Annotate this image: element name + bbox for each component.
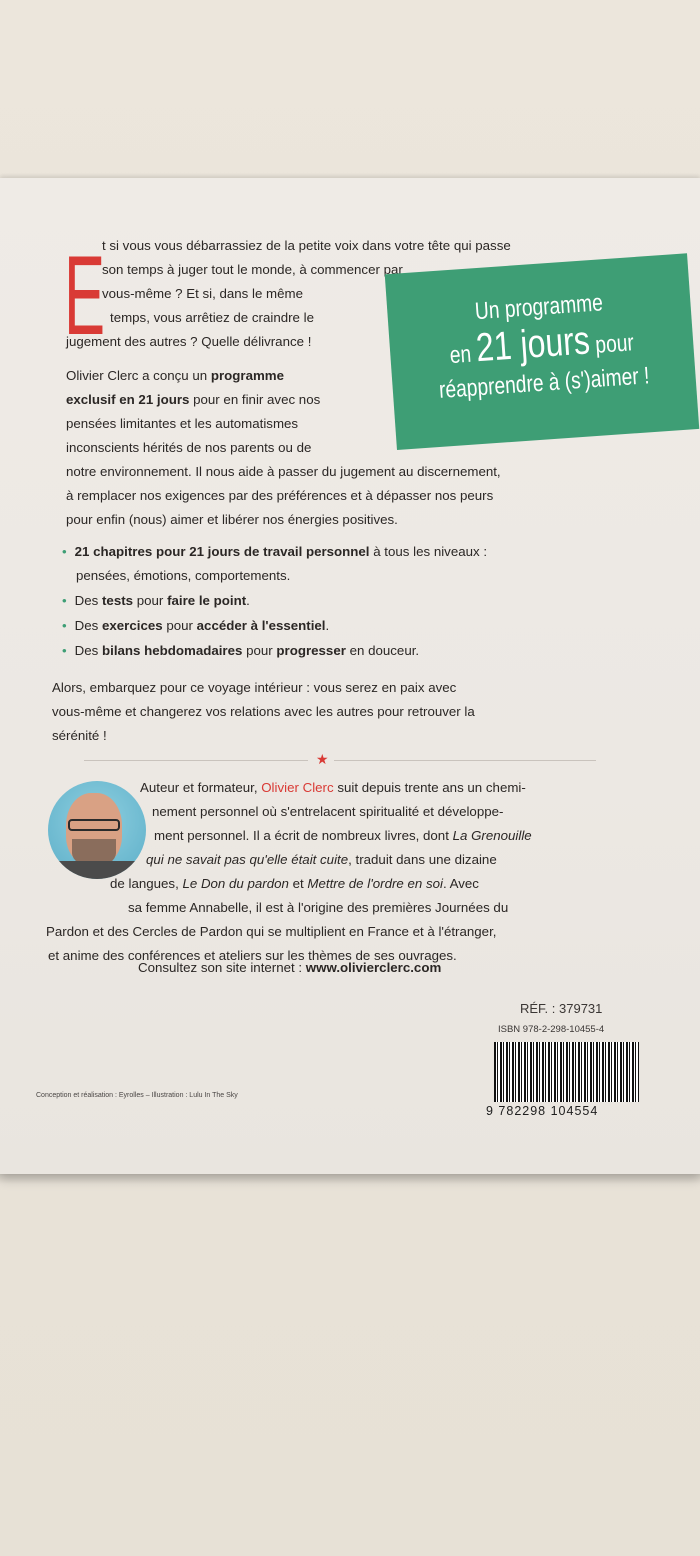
bullet-item-chapters: • 21 chapitres pour 21 jours de travail personnel à tous les niveaux :: [62, 544, 488, 559]
author-photo: [48, 781, 146, 879]
intro-line-5: jugement des autres ? Quelle délivrance !: [66, 334, 312, 349]
intro-line-1: t si vous vous débarrassiez de la petite voix dans votre tête qui passe: [102, 238, 511, 253]
bio-line-7: Pardon et des Cercles de Pardon qui se multiplient en France et à l'étranger,: [46, 924, 497, 939]
bullet-dot-icon: •: [62, 643, 67, 658]
drop-cap-letter: E: [64, 233, 106, 358]
banner-line-3: réapprendre à (s')aimer !: [438, 362, 651, 404]
intro-line-3: vous-même ? Et si, dans le même: [102, 286, 304, 301]
website-line: Consultez son site internet : www.olivierclerc.com: [138, 960, 442, 975]
bio-line-4: qui ne savait pas qu'elle était cuite, traduit dans une dizaine: [146, 852, 497, 867]
bullet-item-tests: • Des tests pour faire le point.: [62, 593, 250, 608]
bullet-item-bilans: • Des bilans hebdomadaires pour progresser en douceur.: [62, 643, 420, 658]
barcode: [494, 1042, 639, 1102]
author-name: Olivier Clerc: [261, 780, 334, 795]
divider-right: [334, 760, 596, 761]
intro-line-4: temps, vous arrêtiez de craindre le: [110, 310, 314, 325]
bio-line-1: Auteur et formateur, Olivier Clerc suit depuis trente ans un chemi-: [140, 780, 526, 795]
bullet-dot-icon: •: [62, 593, 67, 608]
conclusion-paragraph: Alors, embarquez pour ce voyage intérieur : vous serez en paix avec vous-même et changerez vos relations avec les autres pour retrouver la sérénité !: [52, 680, 475, 743]
intro-line-2: son temps à juger tout le monde, à commencer par: [102, 262, 403, 277]
barcode-digits: 9 782298 104554: [486, 1104, 599, 1118]
bullet-dot-icon: •: [62, 618, 67, 633]
author-glasses: [68, 819, 120, 831]
program-paragraph: Olivier Clerc a conçu un programme exclusif en 21 jours pour en finir avec nos pensées limitantes et les automatismes inconscients hérités de nos parents ou de notre environnement. Il nous aide à passer du jugement au discernement, à remplacer nos exigences par des préférences et à dépasser nos peurs pour enfin (nous) aimer et libérer nos énergies positives.: [66, 368, 501, 527]
bio-line-6: sa femme Annabelle, il est à l'origine des premières Journées du: [128, 900, 509, 915]
banner-big-text: 21 jours: [474, 318, 592, 371]
book-back-cover: [0, 178, 700, 1174]
design-credits: Conception et réalisation : Eyrolles – Illustration : Lulu In The Sky: [36, 1092, 238, 1099]
reference-number: RÉF. : 379731: [520, 1001, 603, 1016]
banner-line-1: Un programme: [474, 289, 604, 326]
bio-line-5: de langues, Le Don du pardon et Mettre de l'ordre en soi. Avec: [110, 876, 479, 891]
bio-line-8: et anime des conférences et ateliers sur les thèmes de ses ouvrages.: [48, 948, 457, 963]
divider-left: [84, 760, 308, 761]
bullet-item-chapters-cont: pensées, émotions, comportements.: [76, 568, 291, 583]
bullet-item-exercices: • Des exercices pour accéder à l'essentiel.: [62, 618, 330, 633]
bio-line-2: nement personnel où s'entrelacent spiritualité et développe-: [152, 804, 504, 819]
bullet-dot-icon: •: [62, 544, 67, 559]
website-url: www.olivierclerc.com: [305, 960, 442, 975]
bio-line-3: ment personnel. Il a écrit de nombreux livres, dont La Grenouille: [154, 828, 532, 843]
star-icon: ★: [316, 751, 329, 767]
book-bottom-shadow: [0, 1174, 700, 1184]
isbn-number: ISBN 978-2-298-10455-4: [498, 1024, 605, 1035]
banner-line-2: en 21 jours pour: [448, 318, 635, 371]
